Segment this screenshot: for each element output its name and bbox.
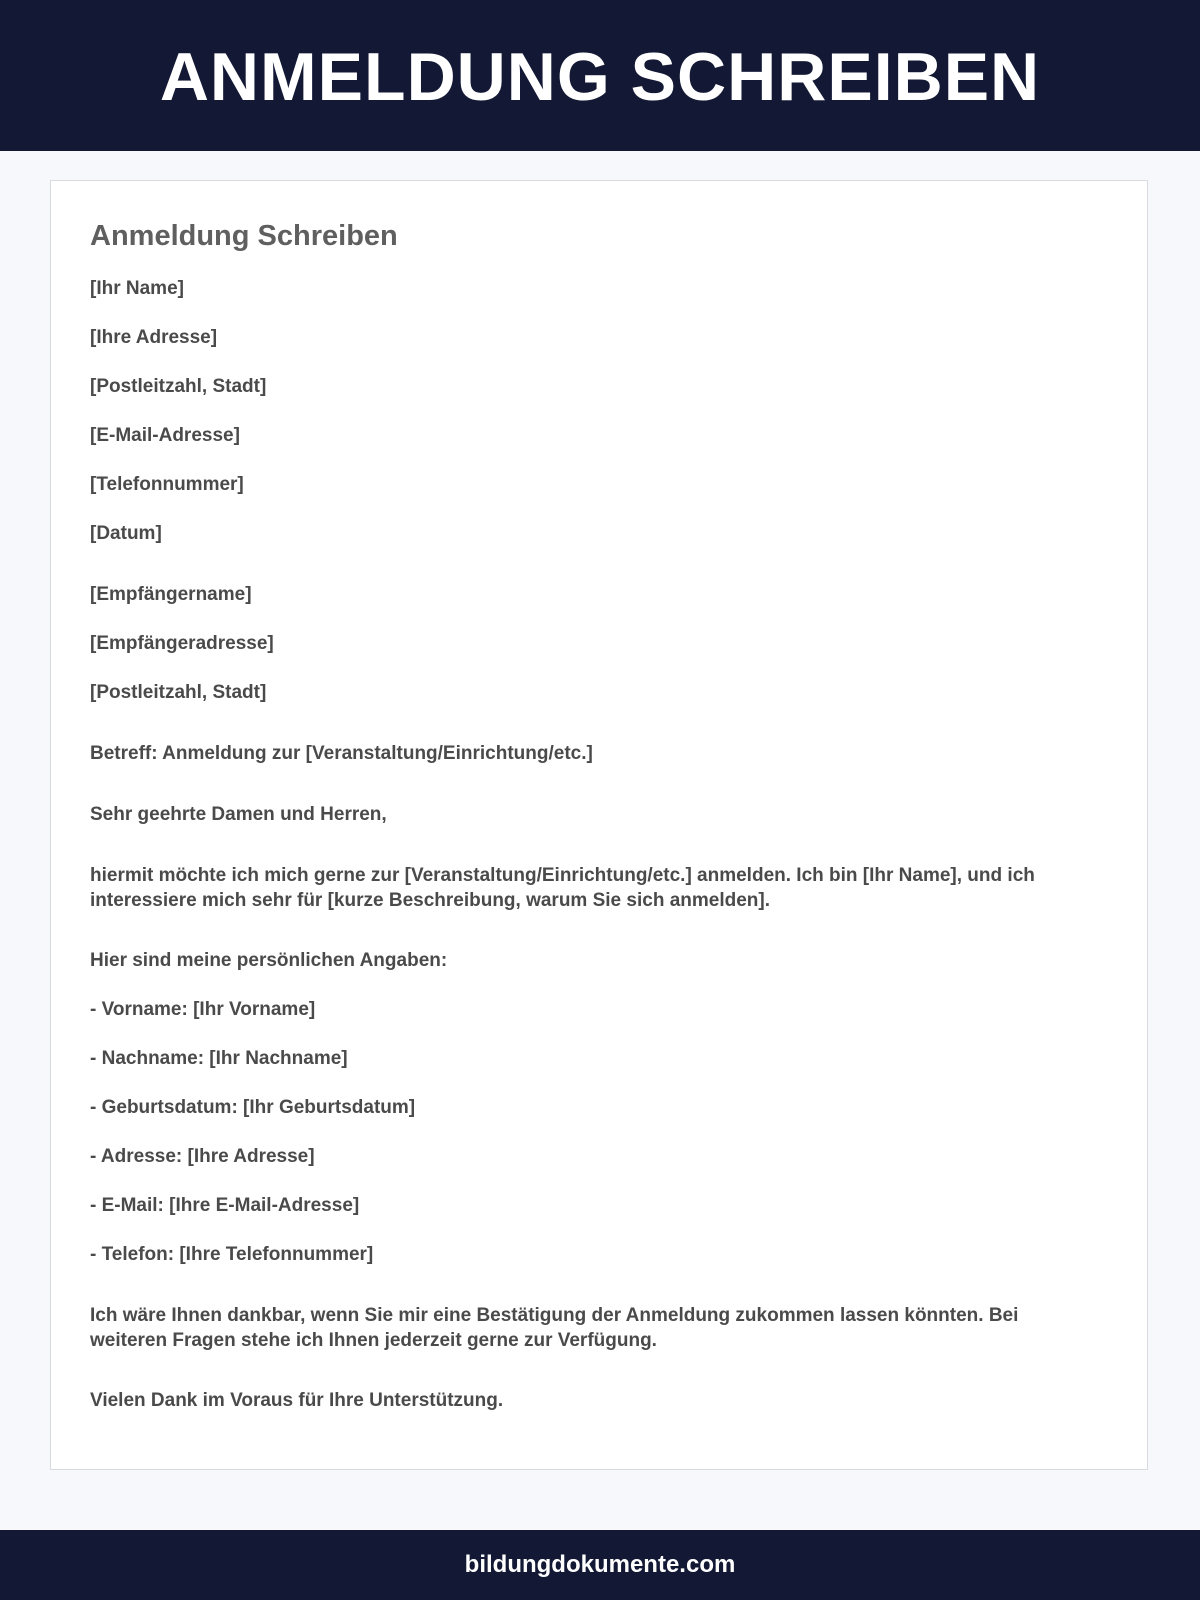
banner-title: ANMELDUNG SCHREIBEN	[159, 38, 1041, 115]
intro-paragraph: hiermit möchte ich mich gerne zur [Veranstaltung/Einrichtung/etc.] anmelden. Ich bin [Ihr Name], und ich interessiere mich sehr für [kurze Beschreibung, warum Sie sich anmelden].	[90, 865, 1035, 911]
recipient-name: [Empfängername]	[90, 584, 252, 605]
footer-site-name: bildungdokumente.com	[464, 1551, 736, 1578]
details-heading: Hier sind meine persönlichen Angaben:	[90, 950, 448, 971]
top-banner	[0, 0, 1200, 151]
sender-name: [Ihr Name]	[90, 278, 184, 299]
thanks-line: Vielen Dank im Voraus für Ihre Unterstützung.	[90, 1390, 504, 1411]
salutation: Sehr geehrte Damen und Herren,	[90, 804, 387, 825]
detail-item-address: - Adresse: [Ihre Adresse]	[90, 1146, 315, 1167]
sender-address: [Ihre Adresse]	[90, 327, 218, 348]
document-card	[50, 180, 1148, 1470]
sender-postal-city: [Postleitzahl, Stadt]	[90, 376, 267, 397]
recipient-postal-city: [Postleitzahl, Stadt]	[90, 682, 267, 703]
sender-phone: [Telefonnummer]	[90, 474, 244, 495]
detail-item-first-name: - Vorname: [Ihr Vorname]	[90, 999, 316, 1020]
sender-email: [E-Mail-Adresse]	[90, 425, 240, 446]
detail-item-phone: - Telefon: [Ihre Telefonnummer]	[90, 1244, 374, 1265]
recipient-address: [Empfängeradresse]	[90, 633, 274, 654]
footer-bar	[0, 1530, 1200, 1600]
letter-date: [Datum]	[90, 523, 162, 544]
detail-item-birthdate: - Geburtsdatum: [Ihr Geburtsdatum]	[90, 1097, 416, 1118]
detail-item-email: - E-Mail: [Ihre E-Mail-Adresse]	[90, 1195, 360, 1216]
document-title: Anmeldung Schreiben	[90, 220, 398, 252]
closing-paragraph: Ich wäre Ihnen dankbar, wenn Sie mir eine Bestätigung der Anmeldung zukommen lassen könnten. Bei weiteren Fragen stehe ich Ihnen jederzeit gerne zur Verfügung.	[90, 1305, 1019, 1351]
subject-line: Betreff: Anmeldung zur [Veranstaltung/Einrichtung/etc.]	[90, 743, 593, 764]
detail-item-last-name: - Nachname: [Ihr Nachname]	[90, 1048, 348, 1069]
